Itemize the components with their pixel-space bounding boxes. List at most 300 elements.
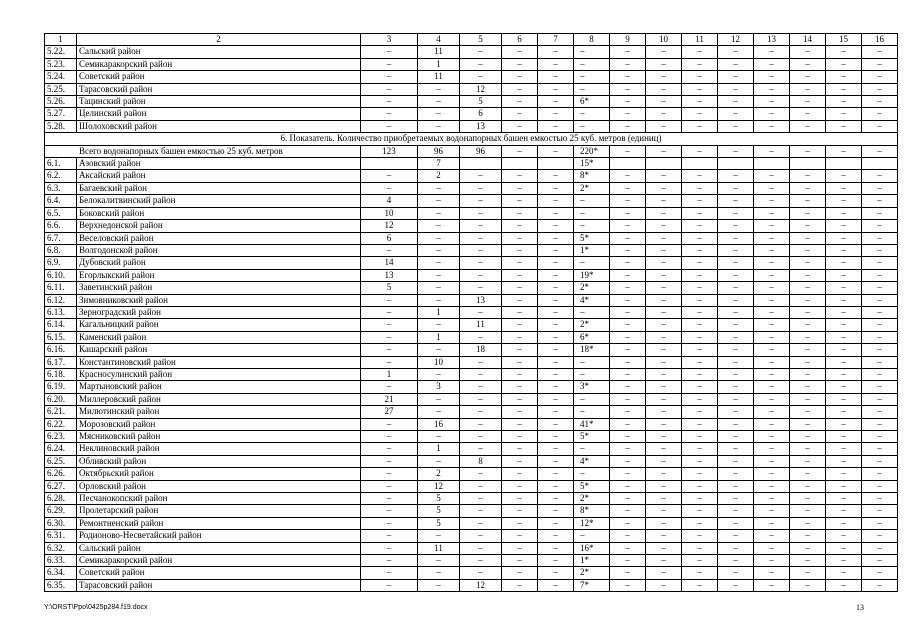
value-cell: 2 [418, 468, 460, 480]
value-cell: – [418, 368, 460, 380]
value-cell: – [718, 282, 754, 294]
value-cell: – [502, 96, 538, 108]
value-cell: – [460, 170, 502, 182]
value-cell: – [646, 108, 682, 120]
value-cell: – [682, 46, 718, 58]
value-cell: 1 [361, 368, 418, 380]
value-cell: – [718, 555, 754, 567]
value-cell: – [418, 344, 460, 356]
value-cell: – [574, 393, 610, 405]
value-cell: 8* [574, 505, 610, 517]
district-name: Заветинский район [77, 282, 361, 294]
district-name: Багаевский район [77, 182, 361, 194]
value-cell: – [538, 182, 574, 194]
value-cell: – [862, 431, 898, 443]
value-cell: – [610, 505, 646, 517]
value-cell: – [790, 207, 826, 219]
value-cell: – [574, 257, 610, 269]
value-cell: 12 [460, 83, 502, 95]
district-name: Ремонтненский район [77, 517, 361, 529]
row-number: 6.6. [45, 220, 77, 232]
value-cell: – [460, 58, 502, 70]
value-cell: 8* [574, 170, 610, 182]
value-cell: – [610, 46, 646, 58]
value-cell: – [826, 393, 862, 405]
value-cell: – [826, 319, 862, 331]
value-cell: – [718, 182, 754, 194]
value-cell: – [790, 418, 826, 430]
value-cell: – [718, 257, 754, 269]
table-row [45, 319, 898, 331]
total-label: Всего водонапорных башен емкостью 25 куб. метров [45, 145, 361, 157]
value-cell: – [826, 356, 862, 368]
value-cell: – [610, 195, 646, 207]
value-cell: 11 [460, 319, 502, 331]
value-cell: – [826, 542, 862, 554]
value-cell: – [754, 381, 790, 393]
value-cell: – [460, 381, 502, 393]
value-cell: 8 [460, 455, 502, 467]
value-cell: – [754, 207, 790, 219]
district-name: Целинский район [77, 108, 361, 120]
value-cell: – [502, 207, 538, 219]
value-cell: 2* [574, 567, 610, 579]
value-cell: – [646, 58, 682, 70]
value-cell: – [862, 443, 898, 455]
value-cell [361, 158, 418, 170]
row-number: 6.18. [45, 368, 77, 380]
value-cell: – [790, 83, 826, 95]
value-cell: – [862, 418, 898, 430]
value-cell: – [754, 96, 790, 108]
table-row [45, 207, 898, 219]
table-row [45, 282, 898, 294]
row-number: 5.28. [45, 120, 77, 132]
value-cell: – [862, 83, 898, 95]
value-cell: – [826, 207, 862, 219]
value-cell: – [790, 306, 826, 318]
value-cell: – [862, 542, 898, 554]
value-cell: – [538, 195, 574, 207]
district-name: Пролетарский район [77, 505, 361, 517]
district-name: Аксайский район [77, 170, 361, 182]
value-cell: – [718, 96, 754, 108]
district-name: Сальский район [77, 46, 361, 58]
value-cell: – [361, 108, 418, 120]
value-cell: – [574, 83, 610, 95]
row-number: 6.7. [45, 232, 77, 244]
value-cell: 15* [574, 158, 610, 170]
value-cell: – [718, 418, 754, 430]
row-number: 5.22. [45, 46, 77, 58]
row-number: 6.11. [45, 282, 77, 294]
value-cell: – [502, 517, 538, 529]
value-cell: 7* [574, 579, 610, 591]
value-cell: – [754, 306, 790, 318]
value-cell: – [718, 455, 754, 467]
row-number: 6.5. [45, 207, 77, 219]
value-cell: – [826, 579, 862, 591]
value-cell: – [826, 170, 862, 182]
value-cell: – [754, 393, 790, 405]
value-cell: – [538, 530, 574, 542]
row-number: 5.25. [45, 83, 77, 95]
value-cell: – [418, 530, 460, 542]
column-number: 1 [45, 34, 77, 46]
value-cell: – [862, 406, 898, 418]
value-cell [460, 158, 502, 170]
value-cell: – [718, 170, 754, 182]
value-cell: – [502, 182, 538, 194]
value-cell: – [538, 567, 574, 579]
district-name: Зерноградский район [77, 306, 361, 318]
value-cell: – [682, 282, 718, 294]
value-cell: – [418, 220, 460, 232]
value-cell: – [418, 96, 460, 108]
district-name: Неклиновский район [77, 443, 361, 455]
value-cell: – [610, 306, 646, 318]
district-name: Веселовский район [77, 232, 361, 244]
value-cell: – [502, 368, 538, 380]
value-cell: – [718, 46, 754, 58]
value-cell: – [502, 282, 538, 294]
value-cell: 5 [418, 505, 460, 517]
value-cell: – [538, 108, 574, 120]
value-cell: – [610, 555, 646, 567]
table-row [45, 480, 898, 492]
value-cell: – [754, 170, 790, 182]
value-cell: – [754, 443, 790, 455]
value-cell: – [610, 356, 646, 368]
table-row [45, 468, 898, 480]
table-row [45, 455, 898, 467]
value-cell: – [361, 83, 418, 95]
value-cell: – [790, 344, 826, 356]
value-cell: – [361, 555, 418, 567]
district-name: Боковский район [77, 207, 361, 219]
value-cell: 4* [574, 294, 610, 306]
value-cell: – [646, 480, 682, 492]
value-cell: – [790, 120, 826, 132]
value-cell: – [790, 542, 826, 554]
total-value: 96 [460, 145, 502, 157]
value-cell: – [502, 232, 538, 244]
row-number: 6.14. [45, 319, 77, 331]
value-cell: – [460, 542, 502, 554]
value-cell: – [574, 108, 610, 120]
value-cell: – [610, 344, 646, 356]
value-cell: – [718, 294, 754, 306]
value-cell: – [460, 232, 502, 244]
value-cell [718, 158, 754, 170]
district-name: Шолоховский район [77, 120, 361, 132]
value-cell: – [862, 269, 898, 281]
district-name: Верхнедонской район [77, 220, 361, 232]
value-cell: – [610, 468, 646, 480]
value-cell: – [862, 505, 898, 517]
value-cell: – [460, 282, 502, 294]
value-cell: – [862, 480, 898, 492]
district-name: Советский район [77, 71, 361, 83]
value-cell: – [646, 269, 682, 281]
total-value: – [826, 145, 862, 157]
value-cell: – [646, 71, 682, 83]
value-cell: – [682, 220, 718, 232]
value-cell: – [826, 306, 862, 318]
value-cell [826, 158, 862, 170]
column-number: 12 [718, 34, 754, 46]
value-cell: – [862, 381, 898, 393]
value-cell: 19* [574, 269, 610, 281]
value-cell: – [754, 493, 790, 505]
value-cell: – [682, 96, 718, 108]
district-name: Тарасовский район [77, 83, 361, 95]
value-cell: – [574, 46, 610, 58]
table-row [45, 393, 898, 405]
value-cell: – [574, 530, 610, 542]
value-cell: – [610, 232, 646, 244]
value-cell: – [538, 406, 574, 418]
value-cell: – [646, 381, 682, 393]
value-cell: – [538, 418, 574, 430]
value-cell: – [610, 567, 646, 579]
value-cell: – [610, 579, 646, 591]
row-number: 6.35. [45, 579, 77, 591]
value-cell: – [718, 530, 754, 542]
value-cell: – [754, 232, 790, 244]
value-cell: – [682, 505, 718, 517]
value-cell: – [538, 455, 574, 467]
value-cell: 2* [574, 493, 610, 505]
value-cell: – [646, 182, 682, 194]
district-name: Азовский район [77, 158, 361, 170]
value-cell: – [502, 306, 538, 318]
value-cell: – [862, 294, 898, 306]
value-cell: 6 [361, 232, 418, 244]
value-cell: – [826, 220, 862, 232]
value-cell: – [754, 282, 790, 294]
value-cell: – [790, 195, 826, 207]
table-row [45, 71, 898, 83]
value-cell: – [862, 455, 898, 467]
table-row [45, 505, 898, 517]
value-cell: 5 [418, 493, 460, 505]
table-row [45, 579, 898, 591]
value-cell: 21 [361, 393, 418, 405]
value-cell: – [610, 282, 646, 294]
row-number: 6.13. [45, 306, 77, 318]
value-cell: – [682, 480, 718, 492]
column-number: 7 [538, 34, 574, 46]
value-cell: – [646, 232, 682, 244]
value-cell: – [862, 567, 898, 579]
value-cell: – [361, 120, 418, 132]
district-name: Белокалитвинский район [77, 195, 361, 207]
value-cell: – [460, 306, 502, 318]
value-cell: – [682, 530, 718, 542]
value-cell: – [574, 207, 610, 219]
value-cell: – [718, 331, 754, 343]
value-cell: – [826, 431, 862, 443]
value-cell: – [460, 71, 502, 83]
value-cell: – [502, 46, 538, 58]
district-name: Кагальницкий район [77, 319, 361, 331]
value-cell: – [610, 393, 646, 405]
value-cell: – [754, 58, 790, 70]
value-cell: – [682, 418, 718, 430]
value-cell: – [502, 431, 538, 443]
value-cell: – [826, 120, 862, 132]
value-cell: – [418, 83, 460, 95]
row-number: 6.29. [45, 505, 77, 517]
value-cell: – [862, 555, 898, 567]
value-cell: 13 [460, 294, 502, 306]
value-cell: – [361, 542, 418, 554]
value-cell: – [646, 455, 682, 467]
value-cell: – [754, 120, 790, 132]
value-cell: – [646, 555, 682, 567]
value-cell: – [502, 58, 538, 70]
value-cell: 11 [418, 542, 460, 554]
value-cell: – [574, 120, 610, 132]
value-cell: – [826, 468, 862, 480]
value-cell: – [646, 207, 682, 219]
row-number: 6.26. [45, 468, 77, 480]
value-cell: – [682, 368, 718, 380]
value-cell: – [718, 443, 754, 455]
column-number: 15 [826, 34, 862, 46]
value-cell: – [538, 555, 574, 567]
value-cell: – [361, 356, 418, 368]
table-row [45, 220, 898, 232]
value-cell: – [718, 207, 754, 219]
value-cell: – [646, 406, 682, 418]
value-cell: – [682, 120, 718, 132]
table-row [45, 555, 898, 567]
value-cell: – [754, 567, 790, 579]
value-cell: – [790, 443, 826, 455]
value-cell: – [610, 431, 646, 443]
row-number: 6.30. [45, 517, 77, 529]
value-cell: 2* [574, 319, 610, 331]
value-cell: – [646, 46, 682, 58]
value-cell: – [646, 120, 682, 132]
value-cell: – [790, 294, 826, 306]
value-cell: – [460, 480, 502, 492]
value-cell: – [682, 344, 718, 356]
value-cell: – [502, 319, 538, 331]
value-cell: – [790, 269, 826, 281]
value-cell: – [682, 170, 718, 182]
value-cell: – [361, 468, 418, 480]
value-cell: – [502, 170, 538, 182]
value-cell: – [574, 356, 610, 368]
value-cell: – [790, 356, 826, 368]
value-cell: – [754, 480, 790, 492]
value-cell: – [790, 406, 826, 418]
table-row [45, 368, 898, 380]
district-name: Мартыновский район [77, 381, 361, 393]
value-cell: – [538, 46, 574, 58]
value-cell: – [610, 182, 646, 194]
value-cell: – [826, 455, 862, 467]
value-cell: – [862, 170, 898, 182]
value-cell: – [862, 356, 898, 368]
table-row [45, 443, 898, 455]
table-row [45, 517, 898, 529]
value-cell: – [538, 58, 574, 70]
district-name: Красносулинский район [77, 368, 361, 380]
value-cell: – [862, 393, 898, 405]
value-cell: – [826, 269, 862, 281]
value-cell: 6* [574, 331, 610, 343]
value-cell: – [754, 83, 790, 95]
value-cell [538, 158, 574, 170]
row-number: 6.34. [45, 567, 77, 579]
value-cell: – [502, 480, 538, 492]
column-number: 8 [574, 34, 610, 46]
value-cell: – [361, 443, 418, 455]
value-cell: – [862, 120, 898, 132]
value-cell: – [610, 368, 646, 380]
value-cell: – [460, 331, 502, 343]
value-cell [682, 158, 718, 170]
row-number: 6.25. [45, 455, 77, 467]
value-cell: – [646, 517, 682, 529]
value-cell: – [682, 108, 718, 120]
value-cell: – [682, 294, 718, 306]
value-cell: 16* [574, 542, 610, 554]
value-cell: – [682, 58, 718, 70]
value-cell: – [538, 83, 574, 95]
value-cell: – [646, 567, 682, 579]
value-cell: – [754, 182, 790, 194]
value-cell: – [826, 418, 862, 430]
value-cell: – [418, 257, 460, 269]
value-cell: – [610, 71, 646, 83]
value-cell: – [361, 58, 418, 70]
value-cell: – [790, 381, 826, 393]
value-cell: – [610, 517, 646, 529]
value-cell: – [361, 182, 418, 194]
value-cell: – [418, 108, 460, 120]
value-cell: – [538, 71, 574, 83]
value-cell: – [361, 319, 418, 331]
value-cell: – [538, 96, 574, 108]
value-cell: – [361, 344, 418, 356]
value-cell: – [790, 170, 826, 182]
value-cell: – [790, 567, 826, 579]
value-cell: – [646, 579, 682, 591]
table-row [45, 244, 898, 256]
value-cell: – [610, 83, 646, 95]
value-cell: – [574, 406, 610, 418]
value-cell: – [610, 480, 646, 492]
value-cell: – [361, 567, 418, 579]
value-cell: – [826, 493, 862, 505]
value-cell: – [502, 493, 538, 505]
value-cell: – [754, 579, 790, 591]
value-cell: – [361, 331, 418, 343]
value-cell: – [538, 331, 574, 343]
value-cell: – [610, 294, 646, 306]
value-cell: – [418, 393, 460, 405]
table-row [45, 294, 898, 306]
total-value: 123 [361, 145, 418, 157]
value-cell: – [826, 530, 862, 542]
value-cell: 10 [418, 356, 460, 368]
value-cell: – [538, 368, 574, 380]
